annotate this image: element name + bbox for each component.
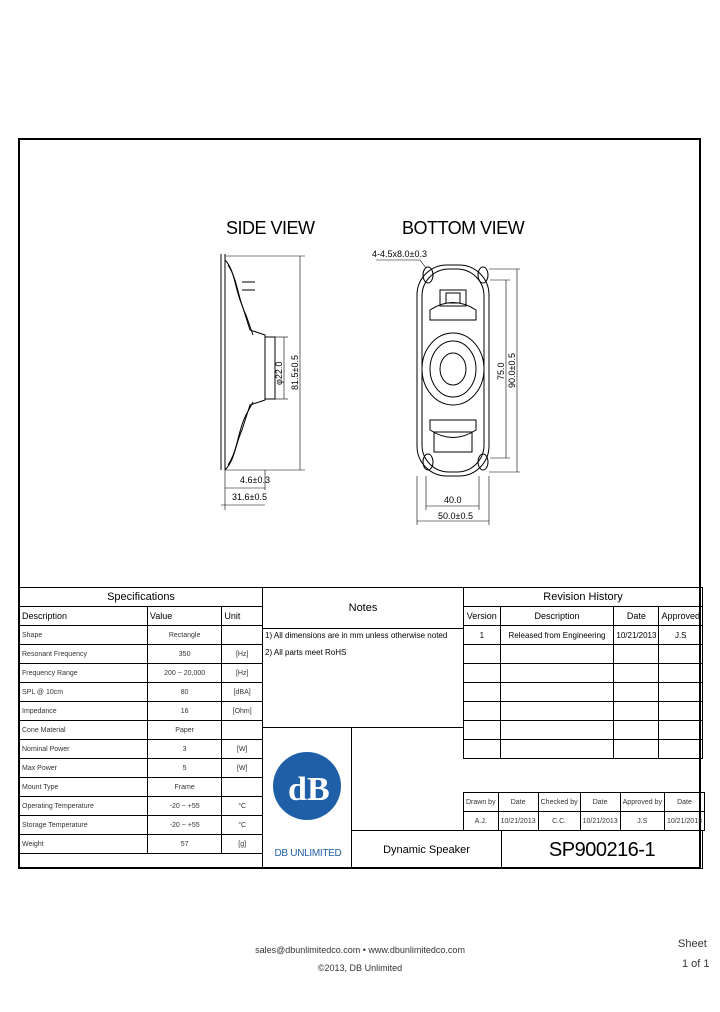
- dim-75: 75.0: [496, 362, 506, 380]
- spec-row: [20, 683, 263, 702]
- note-1: 1) All dimensions are in mm unless otherwise noted: [265, 631, 448, 640]
- logo-box: [262, 727, 352, 869]
- approved-by-value: J.S: [620, 812, 664, 831]
- dim-316: 31.6±0.5: [232, 492, 267, 502]
- spec-value: Paper: [147, 721, 221, 740]
- spec-description: Mount Type: [20, 778, 148, 797]
- spec-unit: [W]: [222, 740, 263, 759]
- spec-unit: [Hz]: [222, 645, 263, 664]
- rev-description: Released from Engineering: [500, 626, 614, 645]
- notes-title: Notes: [263, 588, 463, 629]
- checked-date-value: 10/21/2013: [580, 812, 620, 831]
- checked-by-value: C.C.: [538, 812, 580, 831]
- revision-title: Revision History: [464, 588, 703, 607]
- spec-col-unit: Unit: [222, 607, 263, 626]
- dim-phi22: φ22.0: [274, 361, 284, 385]
- contact-line: sales@dbunlimitedco.com • www.dbunlimitedco.com: [255, 945, 465, 955]
- product-name: Dynamic Speaker: [383, 844, 470, 856]
- spec-unit: °C: [222, 816, 263, 835]
- bottom-view-outline: [417, 265, 489, 476]
- sheet-label: Sheet: [678, 938, 707, 950]
- drawing-sheet: [18, 138, 701, 869]
- part-number: SP900216-1: [548, 839, 656, 861]
- spec-unit: [222, 721, 263, 740]
- spec-col-description: Description: [20, 607, 148, 626]
- spec-unit: [Ohm]: [222, 702, 263, 721]
- spec-value: 350: [147, 645, 221, 664]
- spec-unit: [222, 626, 263, 645]
- svg-text:B: B: [307, 771, 330, 808]
- spec-description: Cone Material: [20, 721, 148, 740]
- spec-row: [20, 797, 263, 816]
- dim-90: 90.0±0.5: [507, 353, 517, 388]
- part-number-box: [501, 830, 703, 869]
- spec-row: [20, 759, 263, 778]
- spec-row: [20, 702, 263, 721]
- spec-value: 80: [147, 683, 221, 702]
- drawn-date-value: 10/21/2013: [498, 812, 538, 831]
- spec-row: [20, 778, 263, 797]
- spec-description: Frequency Range: [20, 664, 148, 683]
- logo-text: DB UNLIMITED: [274, 848, 342, 859]
- note-2: 2) All parts meet RoHS: [265, 648, 347, 657]
- spec-description: Weight: [20, 835, 148, 854]
- spec-unit: °C: [222, 797, 263, 816]
- revision-history-table: [463, 587, 703, 759]
- spec-unit: [222, 778, 263, 797]
- spec-value: -20 ~ +55: [147, 816, 221, 835]
- spec-row: [20, 645, 263, 664]
- bottom-view-dims: [376, 260, 520, 525]
- spec-row: [20, 626, 263, 645]
- spec-value: 200 ~ 20,000: [147, 664, 221, 683]
- bottom-view-label: BOTTOM VIEW: [402, 218, 525, 238]
- rev-approved: J.S: [659, 626, 703, 645]
- checked-by-label: Checked by: [538, 793, 580, 812]
- drawn-by-value: A.J.: [464, 812, 499, 831]
- sheet-value: 1 of 1: [682, 958, 710, 970]
- spec-row: [20, 835, 263, 854]
- svg-text:d: d: [288, 771, 307, 808]
- rev-col-version: Version: [464, 607, 501, 626]
- spec-description: SPL @ 10cm: [20, 683, 148, 702]
- rev-col-date: Date: [614, 607, 659, 626]
- spec-description: Operating Temperature: [20, 797, 148, 816]
- approved-date-value: 10/21/2013: [664, 812, 704, 831]
- spec-description: Impedance: [20, 702, 148, 721]
- copyright: ©2013, DB Unlimited: [317, 963, 403, 973]
- spec-unit: [Hz]: [222, 664, 263, 683]
- notes-section: [262, 587, 464, 728]
- spec-row: [20, 664, 263, 683]
- revision-row: [464, 626, 703, 645]
- side-view-outline: [221, 254, 275, 470]
- drawn-date-label: Date: [498, 793, 538, 812]
- spec-value: Rectangle: [147, 626, 221, 645]
- dim-81: 81.5±0.5: [290, 355, 300, 390]
- spec-row: [20, 816, 263, 835]
- spec-value: 5: [147, 759, 221, 778]
- spec-unit: [g]: [222, 835, 263, 854]
- spec-description: Nominal Power: [20, 740, 148, 759]
- dim-46: 4.6±0.3: [240, 475, 270, 485]
- spec-unit: [dBA]: [222, 683, 263, 702]
- spec-row: [20, 740, 263, 759]
- checked-date-label: Date: [580, 793, 620, 812]
- specifications-title: Specifications: [20, 588, 263, 607]
- spec-value: 3: [147, 740, 221, 759]
- dim-40: 40.0: [444, 495, 462, 505]
- spec-value: 57: [147, 835, 221, 854]
- approved-by-label: Approved by: [620, 793, 664, 812]
- spec-unit: [W]: [222, 759, 263, 778]
- spec-row: [20, 721, 263, 740]
- spec-description: Max Power: [20, 759, 148, 778]
- dim-50: 50.0±0.5: [438, 511, 473, 521]
- side-view-label: SIDE VIEW: [226, 218, 315, 238]
- spec-value: -20 ~ +55: [147, 797, 221, 816]
- rev-col-approved: Approved: [659, 607, 703, 626]
- technical-drawing: [20, 140, 703, 590]
- dim-holes: 4-4.5x8.0±0.3: [372, 249, 427, 259]
- spec-description: Storage Temperature: [20, 816, 148, 835]
- spec-value: 16: [147, 702, 221, 721]
- spec-description: Shape: [20, 626, 148, 645]
- rev-version: 1: [464, 626, 501, 645]
- spec-value: Frame: [147, 778, 221, 797]
- rev-col-description: Description: [500, 607, 614, 626]
- signoff-table: [463, 792, 705, 831]
- spec-description: Resonant Frequency: [20, 645, 148, 664]
- approved-date-label: Date: [664, 793, 704, 812]
- drawn-by-label: Drawn by: [464, 793, 499, 812]
- product-name-box: [351, 830, 502, 869]
- db-unlimited-logo: [263, 728, 351, 846]
- rev-date: 10/21/2013: [614, 626, 659, 645]
- specifications-table: [19, 587, 263, 854]
- spec-col-value: Value: [147, 607, 221, 626]
